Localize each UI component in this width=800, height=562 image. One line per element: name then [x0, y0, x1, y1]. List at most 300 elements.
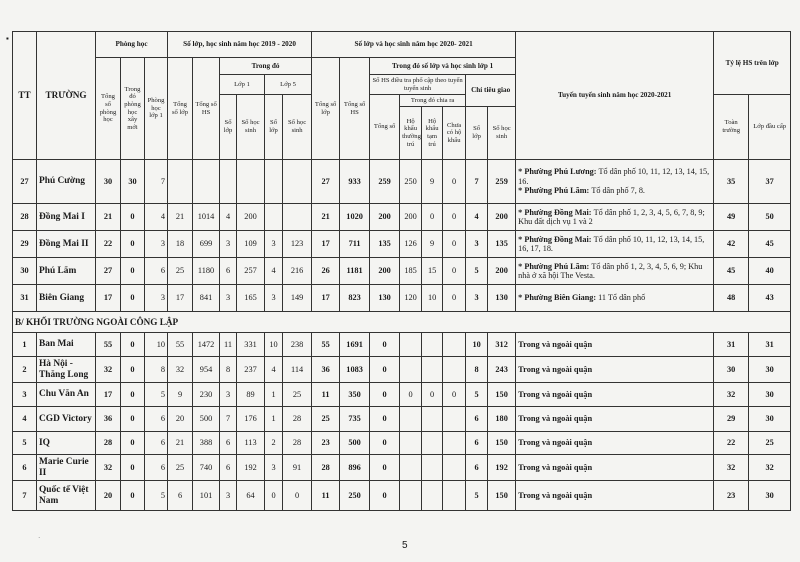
page-number: 5 [402, 540, 408, 551]
row-cell-c2: 30 [121, 160, 145, 204]
row-cell-c16: 3 [466, 285, 488, 312]
row-cell-c6: 6 [220, 455, 237, 481]
row-ratio-total: 31 [714, 333, 749, 357]
row-cell-c2: 0 [121, 383, 145, 407]
row-cell-c2: 0 [121, 481, 145, 511]
row-cell-c12: 259 [370, 160, 400, 204]
row-cell-c8 [265, 204, 283, 231]
zone-detail-a: Tổ dân phố 1, 2, 3, 4, 5, 6, 7, 8, 9; Khu đất dịch vụ 1 và 2 [518, 207, 705, 226]
header-so-hs-l1: Số học sinh [237, 95, 265, 160]
row-cell-c11: 1691 [340, 333, 370, 357]
row-cell-c4: 9 [168, 383, 193, 407]
row-cell-c7: 237 [237, 357, 265, 383]
row-cell-c17: 150 [488, 383, 516, 407]
row-cell-c13: 200 [400, 204, 422, 231]
row-cell-c16: 10 [466, 333, 488, 357]
row-school-name: Hà Nội - Thăng Long [37, 357, 96, 383]
row-ratio-total: 32 [714, 455, 749, 481]
row-cell-c10: 28 [312, 455, 340, 481]
row-cell-c1: 20 [96, 481, 121, 511]
row-cell-c14 [422, 481, 443, 511]
row-cell-c11: 1181 [340, 258, 370, 285]
row-ratio-grade1: 32 [749, 455, 791, 481]
header-phong-lop1: Phòng học lớp 1 [145, 58, 168, 160]
section-b-title: B/ KHỐI TRƯỜNG NGOÀI CÔNG LẬP [13, 312, 791, 333]
header-so-hs-ct: Số học sinh [488, 107, 516, 160]
row-cell-c14 [422, 455, 443, 481]
row-cell-c5: 388 [193, 432, 220, 455]
row-cell-c15 [443, 333, 466, 357]
row-cell-c7: 192 [237, 455, 265, 481]
row-cell-c7: 113 [237, 432, 265, 455]
row-ratio-total: 23 [714, 481, 749, 511]
row-cell-c13: 120 [400, 285, 422, 312]
header-thuong-tru: Hộ khẩu thường trú [400, 107, 422, 160]
row-cell-c10: 55 [312, 333, 340, 357]
row-zone: Trong và ngoài quận [516, 357, 714, 383]
row-cell-c14 [422, 357, 443, 383]
row-cell-c8: 3 [265, 285, 283, 312]
row-cell-c9: 238 [283, 333, 312, 357]
row-cell-c3: 3 [145, 285, 168, 312]
row-cell-c7: 64 [237, 481, 265, 511]
row-cell-c5: 1180 [193, 258, 220, 285]
row-cell-c10: 11 [312, 481, 340, 511]
row-cell-c1: 27 [96, 258, 121, 285]
row-cell-c8: 10 [265, 333, 283, 357]
row-cell-c12: 135 [370, 231, 400, 258]
zone-ward-b: * Phường Phú Lãm: [518, 186, 592, 196]
row-cell-c13 [400, 407, 422, 432]
row-cell-c14 [422, 333, 443, 357]
row-cell-c17: 150 [488, 432, 516, 455]
table-row [13, 407, 791, 432]
row-cell-c3: 5 [145, 481, 168, 511]
row-cell-c3: 6 [145, 432, 168, 455]
row-zone: Trong và ngoài quận [516, 407, 714, 432]
row-tt: 27 [13, 160, 37, 204]
row-cell-c2: 0 [121, 407, 145, 432]
row-cell-c15: 0 [443, 383, 466, 407]
row-cell-c15: 0 [443, 258, 466, 285]
row-cell-c12: 130 [370, 285, 400, 312]
row-cell-c7: 176 [237, 407, 265, 432]
row-cell-c11: 1020 [340, 204, 370, 231]
row-cell-c6: 6 [220, 432, 237, 455]
row-cell-c14: 0 [422, 383, 443, 407]
row-cell-c9 [283, 204, 312, 231]
header-truong: TRƯỜNG [37, 32, 96, 160]
row-ratio-grade1: 31 [749, 333, 791, 357]
zone-detail-a: Tổ dân phố 1, 2, 3, 4, 5, 6, 9; Khu nhà ở xã hội The Vesta. [518, 261, 703, 280]
row-cell-c1: 21 [96, 204, 121, 231]
row-cell-c9: 216 [283, 258, 312, 285]
row-cell-c17: 150 [488, 481, 516, 511]
row-school-name: Quốc tế Việt Nam [37, 481, 96, 511]
table-row [13, 333, 791, 357]
row-cell-c16: 5 [466, 481, 488, 511]
row-cell-c12: 0 [370, 357, 400, 383]
row-cell-c5: 954 [193, 357, 220, 383]
row-cell-c3: 6 [145, 407, 168, 432]
row-ratio-total: 49 [714, 204, 749, 231]
row-cell-c3: 7 [145, 160, 168, 204]
row-cell-c12: 200 [370, 204, 400, 231]
row-cell-c4 [168, 160, 193, 204]
row-cell-c17: 200 [488, 258, 516, 285]
row-cell-c4: 21 [168, 204, 193, 231]
row-ratio-grade1: 30 [749, 481, 791, 511]
row-cell-c4: 25 [168, 258, 193, 285]
header-chi-tieu: Chỉ tiêu giao [466, 75, 516, 107]
row-zone: Trong và ngoài quận [516, 383, 714, 407]
row-cell-c5 [193, 160, 220, 204]
row-cell-c9: 25 [283, 383, 312, 407]
row-cell-c16: 5 [466, 383, 488, 407]
table-row [13, 357, 791, 383]
row-tt: 7 [13, 481, 37, 511]
row-cell-c17: 192 [488, 455, 516, 481]
row-cell-c15 [443, 481, 466, 511]
row-cell-c16: 5 [466, 258, 488, 285]
row-cell-c1: 36 [96, 407, 121, 432]
row-ratio-total: 29 [714, 407, 749, 432]
header-so-hs-l5: Số học sinh [283, 95, 312, 160]
header-phong-hoc: Phòng học [96, 32, 168, 58]
table-body [13, 32, 791, 511]
row-cell-c9: 0 [283, 481, 312, 511]
row-cell-c16: 3 [466, 231, 488, 258]
row-cell-c5: 101 [193, 481, 220, 511]
row-cell-c1: 55 [96, 333, 121, 357]
row-cell-c11: 896 [340, 455, 370, 481]
zone-detail-a: Tổ dân phố 10, 11, 12, 13, 14, 15, 16, 17, 18. [518, 234, 705, 253]
row-cell-c17: 180 [488, 407, 516, 432]
row-cell-c6: 8 [220, 357, 237, 383]
header-nam-2019: Số lớp, học sinh năm học 2019 - 2020 [168, 32, 312, 58]
header-ty-le: Tỷ lệ HS trên lớp [714, 32, 791, 95]
row-ratio-grade1: 37 [749, 160, 791, 204]
row-tt: 1 [13, 333, 37, 357]
row-tt: 29 [13, 231, 37, 258]
row-cell-c5: 699 [193, 231, 220, 258]
row-cell-c2: 0 [121, 357, 145, 383]
row-school-name: Marie Curie II [37, 455, 96, 481]
row-cell-c3: 10 [145, 333, 168, 357]
row-cell-c8: 3 [265, 231, 283, 258]
row-cell-c10: 36 [312, 357, 340, 383]
row-cell-c5: 740 [193, 455, 220, 481]
row-cell-c17: 259 [488, 160, 516, 204]
row-cell-c5: 230 [193, 383, 220, 407]
row-cell-c9: 28 [283, 407, 312, 432]
row-cell-c1: 32 [96, 455, 121, 481]
row-cell-c13 [400, 333, 422, 357]
row-cell-c12: 0 [370, 481, 400, 511]
row-cell-c8 [265, 160, 283, 204]
row-cell-c7: 331 [237, 333, 265, 357]
row-zone: Trong và ngoài quận [516, 455, 714, 481]
row-zone: Trong và ngoài quận [516, 481, 714, 511]
row-cell-c17: 130 [488, 285, 516, 312]
row-ratio-grade1: 30 [749, 383, 791, 407]
row-cell-c4: 21 [168, 432, 193, 455]
margin-mark: ▪ [6, 34, 9, 43]
row-cell-c13: 0 [400, 383, 422, 407]
header-tong-so-lop-2020: Tổng số lớp [312, 58, 340, 160]
row-cell-c13: 126 [400, 231, 422, 258]
row-cell-c2: 0 [121, 333, 145, 357]
row-ratio-grade1: 43 [749, 285, 791, 312]
row-cell-c2: 0 [121, 258, 145, 285]
row-cell-c11: 350 [340, 383, 370, 407]
header-tong-so-lop: Tổng số lớp [168, 58, 193, 160]
row-cell-c7: 165 [237, 285, 265, 312]
row-cell-c13: 185 [400, 258, 422, 285]
row-cell-c12: 200 [370, 258, 400, 285]
row-cell-c7 [237, 160, 265, 204]
row-school-name: Đồng Mai I [37, 204, 96, 231]
row-cell-c7: 257 [237, 258, 265, 285]
header-lop5: Lớp 5 [265, 75, 312, 95]
row-cell-c14 [422, 432, 443, 455]
table-row [13, 481, 791, 511]
table-row [13, 231, 791, 258]
table-row [13, 258, 791, 285]
table-row [13, 204, 791, 231]
row-cell-c4: 6 [168, 481, 193, 511]
row-cell-c12: 0 [370, 455, 400, 481]
row-cell-c11: 250 [340, 481, 370, 511]
row-zone [516, 231, 714, 258]
row-cell-c8: 4 [265, 258, 283, 285]
row-school-name: Đồng Mai II [37, 231, 96, 258]
row-cell-c3: 5 [145, 383, 168, 407]
row-cell-c14: 9 [422, 160, 443, 204]
row-zone: Trong và ngoài quận [516, 333, 714, 357]
row-cell-c4: 17 [168, 285, 193, 312]
row-ratio-total: 35 [714, 160, 749, 204]
row-cell-c4: 18 [168, 231, 193, 258]
header-nam-2020: Số lớp và học sinh năm học 2020- 2021 [312, 32, 516, 58]
row-cell-c17: 135 [488, 231, 516, 258]
header-chua-ho-khau: Chưa có hộ khẩu [443, 107, 466, 160]
row-school-name: Chu Văn An [37, 383, 96, 407]
row-cell-c15 [443, 407, 466, 432]
header-trong-do-lop1: Trong đó số lớp và học sinh lớp 1 [370, 58, 516, 75]
row-cell-c15: 0 [443, 285, 466, 312]
row-cell-c6: 3 [220, 383, 237, 407]
row-tt: 30 [13, 258, 37, 285]
row-cell-c5: 841 [193, 285, 220, 312]
row-cell-c4: 20 [168, 407, 193, 432]
row-tt: 6 [13, 455, 37, 481]
row-cell-c11: 933 [340, 160, 370, 204]
row-tt: 3 [13, 383, 37, 407]
row-cell-c9: 28 [283, 432, 312, 455]
row-cell-c12: 0 [370, 407, 400, 432]
row-cell-c1: 30 [96, 160, 121, 204]
row-cell-c6: 3 [220, 231, 237, 258]
row-cell-c1: 17 [96, 285, 121, 312]
row-school-name: IQ [37, 432, 96, 455]
row-cell-c13 [400, 357, 422, 383]
header-so-lop-l5: Số lớp [265, 95, 283, 160]
table-row [13, 383, 791, 407]
row-cell-c10: 11 [312, 383, 340, 407]
header-chia-ra: Trong đó chia ra [400, 95, 466, 107]
row-ratio-total: 22 [714, 432, 749, 455]
row-cell-c14: 15 [422, 258, 443, 285]
row-cell-c2: 0 [121, 204, 145, 231]
header-tong-so: Tổng số [370, 95, 400, 160]
row-cell-c2: 0 [121, 285, 145, 312]
row-cell-c11: 735 [340, 407, 370, 432]
row-cell-c14: 0 [422, 204, 443, 231]
header-xay-moi: Trong đó phòng học xây mới [121, 58, 145, 160]
row-cell-c10: 27 [312, 160, 340, 204]
header-tong-so-hs-2020: Tổng số HS [340, 58, 370, 160]
margin-note: · [38, 534, 41, 542]
row-cell-c17: 200 [488, 204, 516, 231]
table-row [13, 455, 791, 481]
row-zone [516, 258, 714, 285]
row-zone [516, 285, 714, 312]
row-cell-c2: 0 [121, 432, 145, 455]
row-cell-c12: 0 [370, 383, 400, 407]
header-tuyen-sinh: Tuyến tuyển sinh năm học 2020-2021 [516, 32, 714, 160]
header-dieu-tra: Số HS điều tra phổ cập theo tuyến tuyển sinh [370, 75, 466, 95]
zone-ward-a: * Phường Phú Lãm: [518, 261, 592, 271]
header-tam-tru: Hộ khẩu tạm trú [422, 107, 443, 160]
row-cell-c16: 6 [466, 432, 488, 455]
header-so-lop-ct: Số lớp [466, 107, 488, 160]
zone-detail-a: Tổ dân phố 10, 11, 12, 13, 14, 15, 16. [518, 167, 710, 186]
zone-detail-b: Tổ dân phố 7, 8. [591, 186, 645, 196]
row-tt: 28 [13, 204, 37, 231]
row-cell-c8: 0 [265, 481, 283, 511]
row-cell-c3: 4 [145, 204, 168, 231]
header-lop-dau-cap: Lớp đầu cấp [749, 95, 791, 160]
row-cell-c13: 250 [400, 160, 422, 204]
row-cell-c15: 0 [443, 160, 466, 204]
row-cell-c14 [422, 407, 443, 432]
row-cell-c15 [443, 432, 466, 455]
zone-ward-a: * Phường Đồng Mai: [518, 234, 594, 244]
row-school-name: CGD Victory [37, 407, 96, 432]
row-cell-c10: 17 [312, 285, 340, 312]
row-tt: 31 [13, 285, 37, 312]
enrollment-table [12, 31, 791, 511]
row-school-name: Phú Cường [37, 160, 96, 204]
row-cell-c6: 3 [220, 285, 237, 312]
row-cell-c14: 9 [422, 231, 443, 258]
row-cell-c5: 500 [193, 407, 220, 432]
zone-ward-a: * Phường Phú Lương: [518, 167, 599, 177]
row-ratio-grade1: 40 [749, 258, 791, 285]
row-cell-c2: 0 [121, 455, 145, 481]
row-cell-c5: 1014 [193, 204, 220, 231]
header-toan-truong: Toàn trường [714, 95, 749, 160]
row-ratio-grade1: 45 [749, 231, 791, 258]
row-cell-c15 [443, 357, 466, 383]
row-tt: 4 [13, 407, 37, 432]
table-row [13, 285, 791, 312]
row-cell-c16: 6 [466, 407, 488, 432]
row-cell-c1: 32 [96, 357, 121, 383]
row-cell-c6: 3 [220, 481, 237, 511]
row-cell-c15: 0 [443, 204, 466, 231]
zone-detail-a: 11 Tổ dân phố [598, 293, 646, 303]
row-cell-c4: 55 [168, 333, 193, 357]
row-cell-c12: 0 [370, 432, 400, 455]
row-cell-c3: 8 [145, 357, 168, 383]
row-cell-c9: 149 [283, 285, 312, 312]
row-cell-c15: 0 [443, 231, 466, 258]
row-zone [516, 160, 714, 204]
row-cell-c10: 23 [312, 432, 340, 455]
row-cell-c10: 26 [312, 258, 340, 285]
row-cell-c7: 109 [237, 231, 265, 258]
row-cell-c6 [220, 160, 237, 204]
header-tong-so-phong: Tổng số phòng học [96, 58, 121, 160]
row-cell-c9 [283, 160, 312, 204]
row-cell-c3: 6 [145, 455, 168, 481]
row-cell-c15 [443, 455, 466, 481]
row-cell-c8: 4 [265, 357, 283, 383]
row-cell-c16: 6 [466, 455, 488, 481]
row-cell-c10: 25 [312, 407, 340, 432]
row-ratio-grade1: 50 [749, 204, 791, 231]
row-cell-c3: 6 [145, 258, 168, 285]
row-cell-c8: 1 [265, 407, 283, 432]
row-cell-c1: 22 [96, 231, 121, 258]
row-cell-c13 [400, 432, 422, 455]
row-cell-c16: 7 [466, 160, 488, 204]
header-trong-do: Trong đó [220, 58, 312, 75]
row-cell-c17: 243 [488, 357, 516, 383]
row-ratio-total: 48 [714, 285, 749, 312]
row-cell-c14: 10 [422, 285, 443, 312]
row-cell-c8: 1 [265, 383, 283, 407]
zone-ward-a: * Phường Biên Giang: [518, 293, 599, 303]
row-cell-c13 [400, 455, 422, 481]
zone-ward-a: * Phường Đồng Mai: [518, 207, 594, 217]
row-cell-c7: 200 [237, 204, 265, 231]
header-tt: TT [13, 32, 37, 160]
row-cell-c11: 1083 [340, 357, 370, 383]
table-row [13, 160, 791, 204]
row-tt: 2 [13, 357, 37, 383]
row-cell-c8: 2 [265, 432, 283, 455]
row-school-name: Biên Giang [37, 285, 96, 312]
row-ratio-grade1: 30 [749, 357, 791, 383]
row-ratio-total: 30 [714, 357, 749, 383]
section-row [13, 312, 791, 333]
row-tt: 5 [13, 432, 37, 455]
row-ratio-total: 45 [714, 258, 749, 285]
row-cell-c9: 114 [283, 357, 312, 383]
row-cell-c16: 8 [466, 357, 488, 383]
row-cell-c6: 4 [220, 204, 237, 231]
row-school-name: Ban Mai [37, 333, 96, 357]
row-cell-c1: 17 [96, 383, 121, 407]
row-cell-c6: 11 [220, 333, 237, 357]
row-cell-c4: 25 [168, 455, 193, 481]
row-cell-c13 [400, 481, 422, 511]
row-cell-c3: 3 [145, 231, 168, 258]
row-cell-c10: 17 [312, 231, 340, 258]
